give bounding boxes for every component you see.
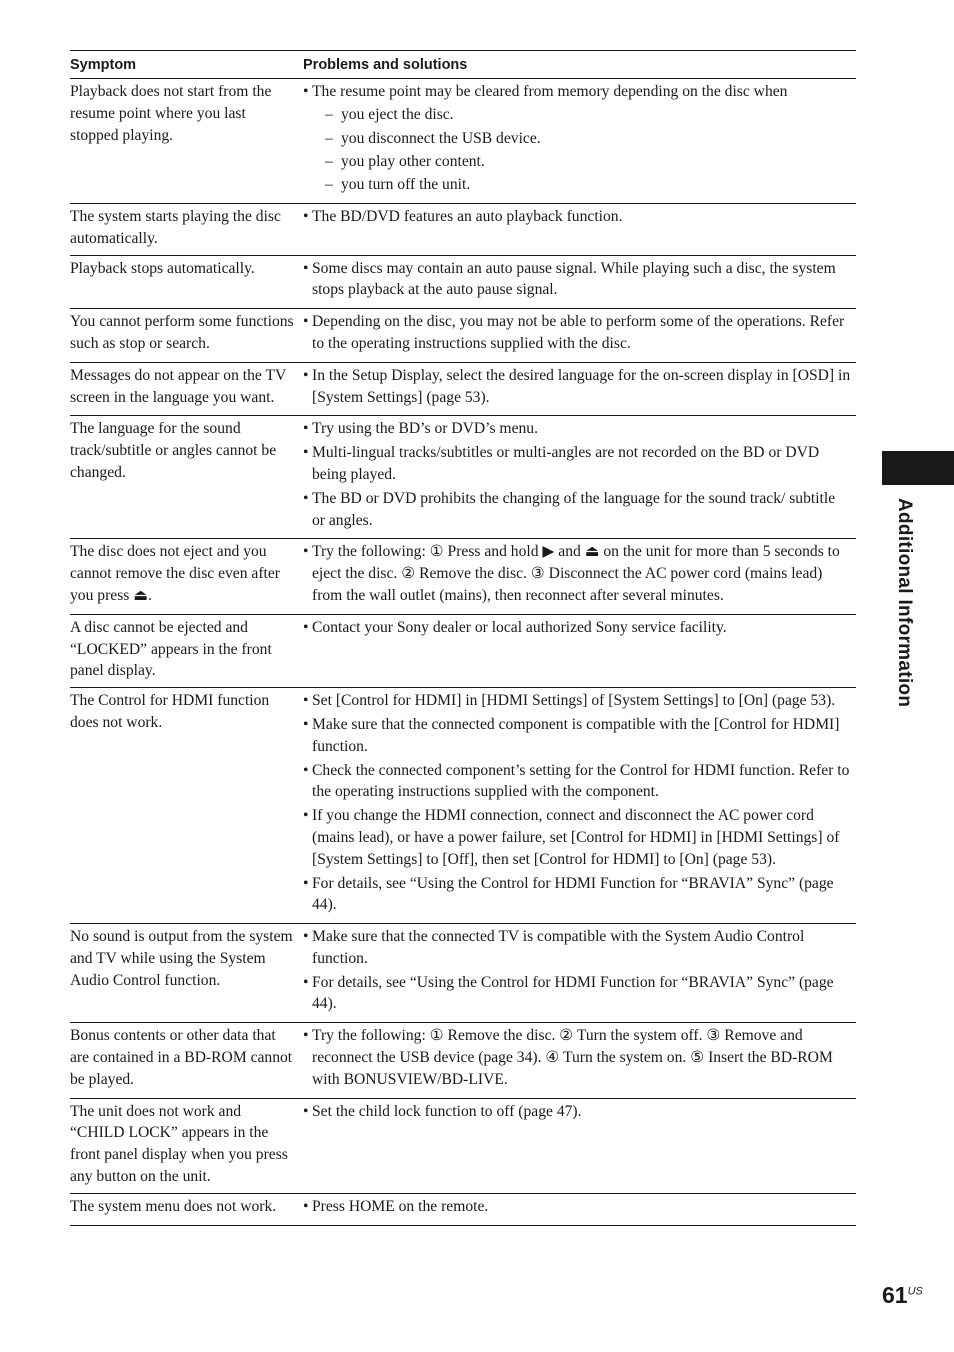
symptom-cell: The Control for HDMI function does not work. bbox=[70, 692, 270, 731]
bullet-icon: • bbox=[303, 973, 309, 991]
solution-text-block bbox=[312, 1196, 856, 1218]
solution-text: Try the following: ① Remove the disc. ② Turn the system off. ③ Remove and reconnect the USB device (page 34). ④ Turn the system on. ⑤ Insert the BD-ROM with BONUSVIEW/BD-LIVE. bbox=[312, 1027, 833, 1088]
section-label: Additional Information bbox=[894, 498, 915, 708]
solution-text-block bbox=[312, 972, 856, 1016]
bullet-icon: • bbox=[303, 83, 309, 100]
table-header bbox=[70, 51, 856, 79]
solution-subitem bbox=[325, 151, 852, 173]
solution-text: Press HOME on the remote. bbox=[312, 1197, 489, 1215]
solution-text: If you change the HDMI connection, connect and disconnect the AC power cord (mains lead), or have a power failure, set [Control for HDMI] in [HDMI Settings] of [System Settings] to [Off], then set [Control for HDMI] to [On] (page 53). bbox=[312, 807, 840, 868]
solution-text: Check the connected component’s setting for the Control for HDMI function. Refer to the operating instructions supplied with the component. bbox=[312, 761, 850, 801]
solutions-cell bbox=[303, 1196, 856, 1220]
page-region-suffix: US bbox=[907, 1285, 923, 1298]
bullet-icon: • bbox=[303, 928, 309, 946]
bullet-icon: • bbox=[303, 207, 309, 225]
solution-bullet bbox=[303, 1196, 856, 1218]
solution-text: Contact your Sony dealer or local authorized Sony service facility. bbox=[312, 618, 727, 636]
solution-subitem bbox=[325, 174, 852, 196]
subitem-text: you play other content. bbox=[341, 152, 485, 170]
table-row bbox=[70, 204, 856, 256]
symptom-cell: The system menu does not work. bbox=[70, 1197, 277, 1215]
subitem-text: you turn off the unit. bbox=[341, 176, 471, 194]
dash-icon: – bbox=[325, 129, 333, 147]
solution-text-block bbox=[312, 311, 856, 355]
solution-text: The BD or DVD prohibits the changing of the language for the sound track/ subtitle or angles. bbox=[312, 489, 836, 529]
bullet-icon: • bbox=[303, 543, 309, 561]
solution-text-block bbox=[312, 541, 856, 606]
solutions-cell bbox=[303, 690, 856, 918]
symptom-cell: The unit does not work and “CHILD LOCK” appears in the front panel display when you press any button on the unit. bbox=[70, 1102, 288, 1186]
solution-text-block bbox=[312, 690, 856, 712]
solution-bullet bbox=[303, 365, 856, 409]
solution-text-block bbox=[312, 365, 856, 409]
solutions-cell bbox=[303, 926, 856, 1017]
solution-bullet bbox=[303, 418, 856, 440]
bullet-icon: • bbox=[303, 1197, 309, 1215]
solution-text: Make sure that the connected TV is compatible with the System Audio Control function. bbox=[312, 928, 805, 967]
solution-text: Try the following: ① Press and hold ▶ and ⏏ on the unit for more than 5 seconds to eject the disc. ② Remove the disc. ③ Disconnect the AC power cord (mains lead) from the wall outlet (mains), then reconnect after several minutes. bbox=[312, 543, 840, 604]
solutions-cell bbox=[303, 365, 856, 411]
solution-text: Multi-lingual tracks/subtitles or multi-angles are not recorded on the BD or DVD being played. bbox=[312, 444, 820, 483]
solution-bullet bbox=[303, 488, 856, 532]
subitem-text: you disconnect the USB device. bbox=[341, 129, 541, 147]
solution-bullet bbox=[303, 442, 856, 486]
symptom-cell: The language for the sound track/subtitle or angles cannot be changed. bbox=[70, 420, 277, 481]
solution-text: Set the child lock function to off (page 47). bbox=[312, 1102, 582, 1120]
solution-text-block bbox=[312, 206, 856, 228]
solutions-cell bbox=[303, 617, 856, 682]
solution-subitem bbox=[325, 128, 852, 150]
solution-text-block bbox=[312, 805, 856, 870]
bullet-icon: • bbox=[303, 761, 309, 779]
symptom-cell: Playback stops automatically. bbox=[70, 259, 255, 277]
bullet-icon: • bbox=[303, 420, 309, 438]
solution-bullet bbox=[303, 258, 856, 302]
solution-text-block bbox=[312, 760, 856, 804]
bullet-icon: • bbox=[303, 313, 309, 331]
solution-bullet bbox=[303, 1101, 856, 1123]
table-row bbox=[70, 1194, 856, 1226]
dash-icon: – bbox=[325, 106, 333, 124]
solution-bullet bbox=[303, 81, 856, 196]
bullet-icon: • bbox=[303, 489, 309, 507]
solution-bullet bbox=[303, 805, 856, 870]
solution-subitem bbox=[325, 104, 852, 126]
solution-bullet bbox=[303, 714, 856, 758]
bullet-icon: • bbox=[303, 692, 309, 710]
solution-bullet bbox=[303, 873, 856, 917]
solution-text-block bbox=[312, 258, 856, 302]
solutions-cell bbox=[303, 418, 856, 533]
solution-bullet bbox=[303, 690, 856, 712]
solution-text-block bbox=[312, 418, 856, 440]
page-number-value: 61 bbox=[882, 1282, 908, 1308]
solution-text-block bbox=[312, 1101, 856, 1123]
bullet-icon: • bbox=[303, 259, 309, 277]
symptom-cell: The system starts playing the disc automatically. bbox=[70, 207, 281, 247]
symptom-cell: No sound is output from the system and TV while using the System Audio Control function. bbox=[70, 928, 293, 989]
solution-bullet bbox=[303, 760, 856, 804]
solution-bullet bbox=[303, 972, 856, 1016]
solution-text: Depending on the disc, you may not be able to perform some of the operations. Refer to the operating instructions supplied with the disc. bbox=[312, 313, 845, 352]
symptom-cell: The disc does not eject and you cannot remove the disc even after you press ⏏. bbox=[70, 543, 280, 604]
table-row bbox=[70, 1099, 856, 1194]
solution-text: The resume point may be cleared from memory depending on the disc when bbox=[312, 83, 788, 100]
solution-text-block bbox=[312, 81, 856, 196]
solution-text-block bbox=[312, 926, 856, 970]
table-row bbox=[70, 924, 856, 1023]
solution-bullet bbox=[303, 206, 856, 228]
table-row bbox=[70, 79, 856, 204]
solutions-cell bbox=[303, 1025, 856, 1092]
symptom-cell: Bonus contents or other data that are contained in a BD-ROM cannot be played. bbox=[70, 1027, 293, 1088]
solution-bullet bbox=[303, 1025, 856, 1090]
table-body bbox=[70, 79, 856, 1226]
symptom-cell: Playback does not start from the resume point where you last stopped playing. bbox=[70, 83, 272, 144]
bullet-icon: • bbox=[303, 807, 309, 825]
solution-bullet bbox=[303, 926, 856, 970]
solution-bullet bbox=[303, 311, 856, 355]
subitem-text: you eject the disc. bbox=[341, 106, 454, 124]
solutions-cell bbox=[303, 541, 856, 608]
solution-text-block bbox=[312, 488, 856, 532]
bullet-icon: • bbox=[303, 874, 309, 892]
solution-text-block bbox=[312, 714, 856, 758]
bullet-icon: • bbox=[303, 444, 309, 462]
solution-text: In the Setup Display, select the desired language for the on-screen display in [OSD] in [System Settings] (page 53). bbox=[312, 366, 851, 406]
dash-icon: – bbox=[325, 176, 333, 194]
symptom-header: Symptom bbox=[70, 56, 137, 73]
table-row bbox=[70, 416, 856, 539]
solutions-cell bbox=[303, 81, 856, 198]
solution-bullet bbox=[303, 617, 856, 639]
solutions-cell bbox=[303, 258, 856, 304]
section-tab-marker bbox=[882, 451, 954, 485]
bullet-icon: • bbox=[303, 366, 309, 384]
solutions-header: Problems and solutions bbox=[303, 56, 468, 73]
table-row bbox=[70, 1023, 856, 1098]
table-row bbox=[70, 309, 856, 363]
solution-text-block bbox=[312, 1025, 856, 1090]
solutions-cell bbox=[303, 1101, 856, 1188]
solutions-cell bbox=[303, 311, 856, 357]
solution-text: Try using the BD’s or DVD’s menu. bbox=[312, 420, 538, 438]
bullet-icon: • bbox=[303, 715, 309, 733]
solution-text: For details, see “Using the Control for HDMI Function for “BRAVIA” Sync” (page 44). bbox=[312, 874, 834, 914]
table-row bbox=[70, 615, 856, 688]
table-row bbox=[70, 539, 856, 614]
bullet-icon: • bbox=[303, 618, 309, 636]
table-row bbox=[70, 256, 856, 310]
solution-text: Make sure that the connected component is compatible with the [Control for HDMI] function. bbox=[312, 715, 840, 755]
solution-text: The BD/DVD features an auto playback function. bbox=[312, 207, 623, 225]
solution-text-block bbox=[312, 442, 856, 486]
solution-text: Set [Control for HDMI] in [HDMI Settings] of [System Settings] to [On] (page 53). bbox=[312, 692, 836, 710]
solutions-cell bbox=[303, 206, 856, 250]
page-number bbox=[882, 1282, 923, 1309]
bullet-icon: • bbox=[303, 1027, 309, 1045]
symptom-cell: A disc cannot be ejected and “LOCKED” appears in the front panel display. bbox=[70, 618, 272, 680]
solution-text: Some discs may contain an auto pause signal. While playing such a disc, the system stops playback at the auto pause signal. bbox=[312, 259, 836, 299]
solution-text: For details, see “Using the Control for HDMI Function for “BRAVIA” Sync” (page 44). bbox=[312, 973, 834, 1013]
symptom-cell: You cannot perform some functions such as stop or search. bbox=[70, 313, 294, 352]
solution-text-block bbox=[312, 873, 856, 917]
table-row bbox=[70, 363, 856, 417]
dash-icon: – bbox=[325, 152, 333, 170]
solution-bullet bbox=[303, 541, 856, 606]
symptom-cell: Messages do not appear on the TV screen in the language you want. bbox=[70, 366, 286, 406]
bullet-icon: • bbox=[303, 1102, 309, 1120]
solution-text-block bbox=[312, 617, 856, 639]
table-row bbox=[70, 688, 856, 924]
troubleshooting-table bbox=[70, 50, 856, 1226]
